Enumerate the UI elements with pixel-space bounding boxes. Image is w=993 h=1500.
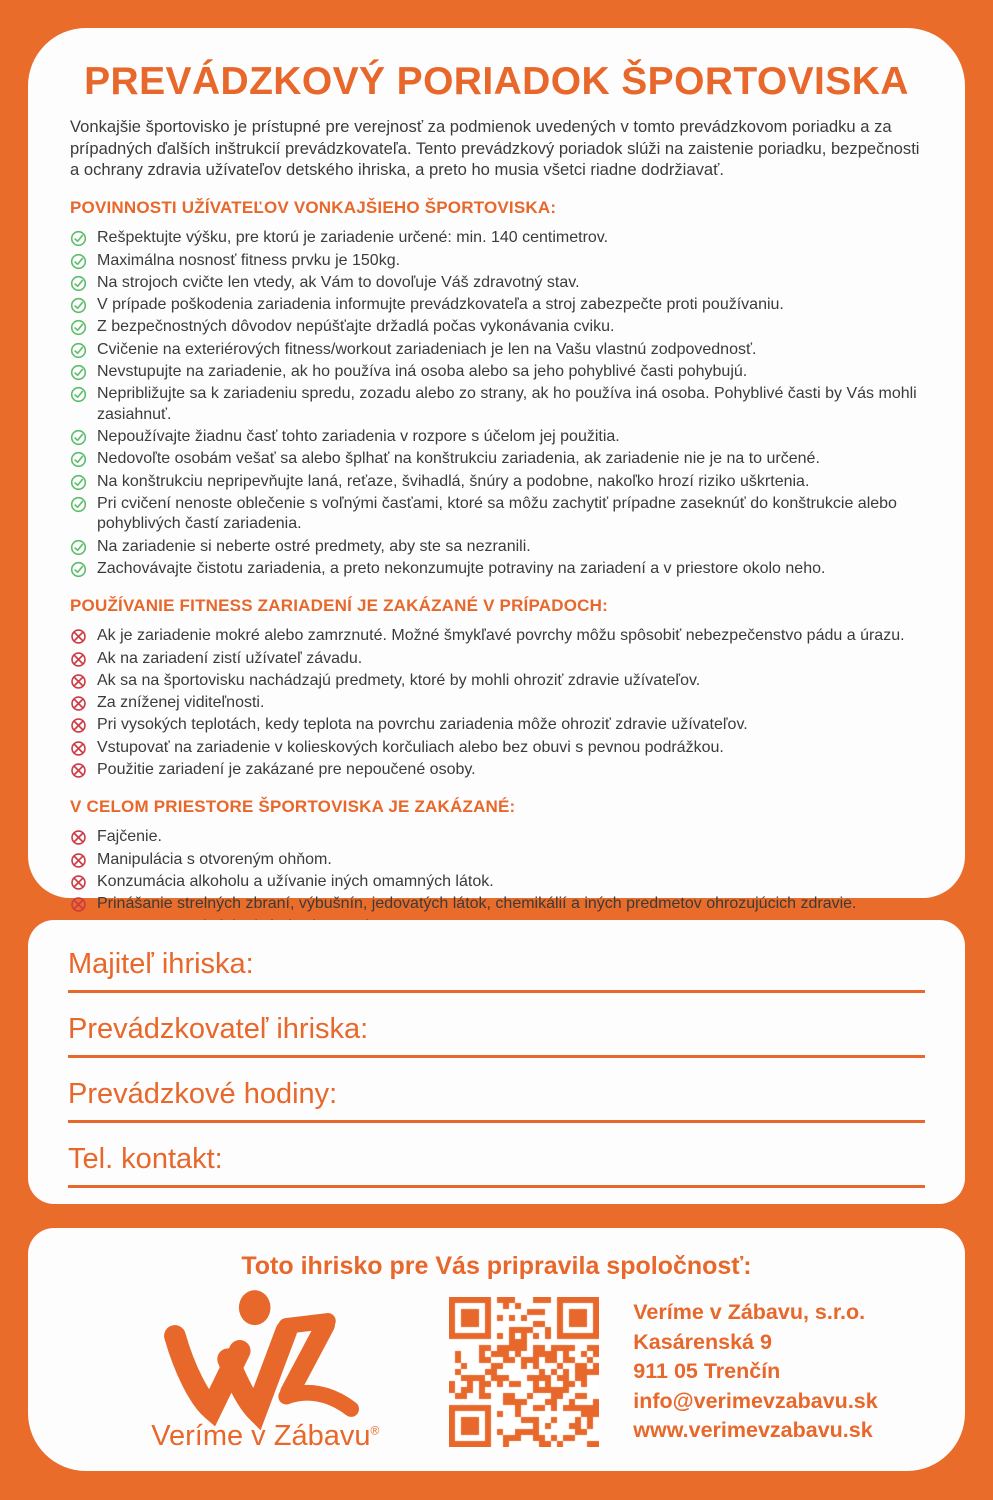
cross-circle-icon	[70, 874, 87, 891]
form-field	[68, 1134, 925, 1188]
rule-item	[70, 317, 923, 337]
company-line: www.verimevzabavu.sk	[633, 1418, 873, 1443]
rule-text: Použitie zariadení je zakázané pre nepoučené osoby.	[97, 761, 476, 779]
section-heading: POVINNOSTI UŽÍVATEĽOV VONKAJŠIEHO ŠPORTOVISKA:	[70, 198, 557, 218]
form-panel	[28, 920, 965, 1204]
footer-heading: Toto ihrisko pre Vás pripravila spoločnosť:	[241, 1252, 752, 1280]
check-circle-icon	[70, 230, 87, 247]
cross-circle-icon	[70, 628, 87, 645]
company-line: Kasárenská 9	[633, 1329, 772, 1354]
rule-item	[70, 228, 923, 248]
cross-circle-icon	[70, 695, 87, 712]
rule-item	[70, 693, 923, 713]
rule-text: Fajčenie.	[97, 828, 162, 846]
rule-text: Pri cvičení nenoste oblečenie s voľnými časťami, ktoré sa môžu zachytiť prípadne zaseknúť do konštrukcie alebo pohyblivých častí zariadenia.	[97, 494, 897, 533]
check-circle-icon	[70, 429, 87, 446]
check-circle-icon	[70, 474, 87, 491]
rule-item	[70, 494, 923, 535]
rule-item	[70, 872, 923, 892]
company-line: info@verimevzabavu.sk	[633, 1388, 878, 1413]
rule-text: Vstupovať na zariadenie v kolieskových korčuliach alebo bez obuvi s pevnou podrážkou.	[97, 738, 724, 756]
cross-circle-icon	[70, 762, 87, 779]
check-circle-icon	[70, 539, 87, 556]
rule-item	[70, 760, 923, 780]
rule-item	[70, 850, 923, 870]
field-label: Prevádzkovateľ ihriska:	[68, 1013, 369, 1045]
cross-circle-icon	[70, 896, 87, 913]
rule-text: Rešpektujte výšku, pre ktorú je zariadenie určené: min. 140 centimetrov.	[97, 229, 609, 247]
rule-text: Nepoužívajte žiadnu časť tohto zariadenia v rozpore s účelom jej použitia.	[97, 428, 620, 446]
form-field	[68, 1004, 925, 1058]
company-logo	[115, 1291, 415, 1453]
check-circle-icon	[70, 386, 87, 403]
company-contact	[633, 1298, 877, 1445]
rule-item	[70, 559, 923, 579]
registered-mark: ®	[370, 1423, 380, 1438]
field-label: Majiteľ ihriska:	[68, 948, 254, 980]
rule-list	[70, 228, 923, 579]
rule-text: Manipulácia s otvoreným ohňom.	[97, 850, 332, 868]
rule-item	[70, 251, 923, 271]
field-blank-line	[68, 1055, 925, 1058]
rule-text: Zachovávajte čistotu zariadenia, a preto nekonzumujte potraviny na zariadení a v priestore okolo neho.	[97, 559, 826, 577]
check-circle-icon	[70, 364, 87, 381]
rule-item	[70, 384, 923, 425]
rule-text: Ak je zariadenie mokré alebo zamrznuté. Možné šmykľavé povrchy môžu spôsobiť nebezpečenstvo pádu a úrazu.	[97, 627, 905, 645]
rule-item	[70, 649, 923, 669]
rule-text: Z bezpečnostných dôvodov nepúšťajte držadlá počas vykonávania cviku.	[97, 318, 615, 336]
rule-text: Na zariadenie si neberte ostré predmety, aby ste sa nezranili.	[97, 537, 531, 555]
field-label: Tel. kontakt:	[68, 1143, 223, 1175]
check-circle-icon	[70, 275, 87, 292]
cross-circle-icon	[70, 852, 87, 869]
section-heading: POUŽÍVANIE FITNESS ZARIADENÍ JE ZAKÁZANÉ V PRÍPADOCH:	[70, 596, 608, 616]
rule-text: Maximálna nosnosť fitness prvku je 150kg.	[97, 251, 401, 269]
cross-circle-icon	[70, 829, 87, 846]
check-circle-icon	[70, 342, 87, 359]
rule-text: Pri vysokých teplotách, kedy teplota na povrchu zariadenia môže ohroziť zdravie užívateľov.	[97, 716, 748, 734]
rule-text: Nedovoľte osobám vešať sa alebo šplhať na konštrukciu zariadenia, ak zariadenie nie je na to určené.	[97, 450, 820, 468]
rule-item	[70, 671, 923, 691]
cross-circle-icon	[70, 740, 87, 757]
rule-item	[70, 295, 923, 315]
form-field	[68, 939, 925, 993]
intro-paragraph: Vonkajšie športovisko je prístupné pre verejnosť za podmienok uvedených v tomto prevádzkovom poriadku a za prípadných ďalších inštrukcií prevádzkovateľa. Tento prevádzkový poriadok slúži na zaistenie poriadku, bezpečnosti a ochrany zdravia užívateľov detského ihriska, a preto ho musia všetci riadne dodržiavať.	[70, 117, 920, 180]
section-heading: V CELOM PRIESTORE ŠPORTOVISKA JE ZAKÁZANÉ:	[70, 797, 516, 817]
field-blank-line	[68, 1185, 925, 1188]
rule-item	[70, 626, 923, 646]
footer-row	[56, 1291, 937, 1453]
rule-text: Cvičenie na exteriérových fitness/workout zariadeniach je len na Vašu vlastnú zodpovednosť.	[97, 340, 757, 358]
rule-text: V prípade poškodenia zariadenia informujte prevádzkovateľa a stroj zabezpečte proti používaniu.	[97, 296, 784, 314]
check-circle-icon	[70, 319, 87, 336]
check-circle-icon	[70, 561, 87, 578]
cross-circle-icon	[70, 651, 87, 668]
footer-panel	[28, 1228, 965, 1471]
rule-text: Konzumácia alkoholu a užívanie iných omamných látok.	[97, 873, 494, 891]
rule-text: Nevstupujte na zariadenie, ak ho používa iná osoba alebo sa jeho pohyblivé časti pohybujú.	[97, 363, 748, 381]
check-circle-icon	[70, 451, 87, 468]
check-circle-icon	[70, 253, 87, 270]
rule-text: Prinášanie strelných zbraní, výbušnín, jedovatých látok, chemikálií a iných predmetov ohrozujúcich zdravie.	[97, 895, 857, 913]
rule-text: Na strojoch cvičte len vtedy, ak Vám to dovoľuje Váš zdravotný stav.	[97, 273, 580, 291]
check-circle-icon	[70, 297, 87, 314]
field-blank-line	[68, 1120, 925, 1123]
rule-item	[70, 894, 923, 914]
rules-panel	[28, 28, 965, 913]
rule-item	[70, 427, 923, 447]
cross-circle-icon	[70, 717, 87, 734]
field-label: Prevádzkové hodiny:	[68, 1078, 338, 1110]
rule-text: Nepribližujte sa k zariadeniu spredu, zozadu alebo zo strany, ak ho používa iná osoba. Pohyblivé časti by Vás mohli zasiahnuť.	[97, 385, 917, 423]
rule-item	[70, 715, 923, 735]
form-field	[68, 1069, 925, 1123]
logo-wordmark: Veríme v Zábavu®	[151, 1420, 380, 1452]
rule-text: Ak sa na športovisku nachádzajú predmety, ktoré by mohli ohroziť zdravie užívateľov.	[97, 671, 701, 689]
rule-item	[70, 273, 923, 293]
wz-figure-logo-icon	[148, 1291, 383, 1419]
rule-item	[70, 362, 923, 382]
cross-circle-icon	[70, 673, 87, 690]
field-blank-line	[68, 990, 925, 993]
rule-text: Na konštrukciu nepripevňujte laná, reťaze, švihadlá, šnúry a podobne, nakoľko hrozí riziko uškrtenia.	[97, 472, 810, 490]
company-line: Veríme v Zábavu, s.r.o.	[633, 1300, 866, 1325]
rule-item	[70, 827, 923, 847]
rule-item	[70, 472, 923, 492]
rule-item	[70, 738, 923, 758]
company-line: 911 05 Trenčín	[633, 1359, 781, 1384]
rule-text: Ak na zariadení zistí užívateľ závadu.	[97, 649, 363, 667]
rules-sections	[70, 198, 923, 959]
form-fields	[68, 939, 925, 1188]
page-title: PREVÁDZKOVÝ PORIADOK ŠPORTOVISKA	[84, 60, 909, 103]
rule-text: Za zníženej viditeľnosti.	[97, 694, 265, 712]
rule-item	[70, 537, 923, 557]
rule-list	[70, 626, 923, 780]
qr-code	[449, 1297, 599, 1447]
check-circle-icon	[70, 496, 87, 513]
rule-item	[70, 449, 923, 469]
rule-item	[70, 340, 923, 360]
